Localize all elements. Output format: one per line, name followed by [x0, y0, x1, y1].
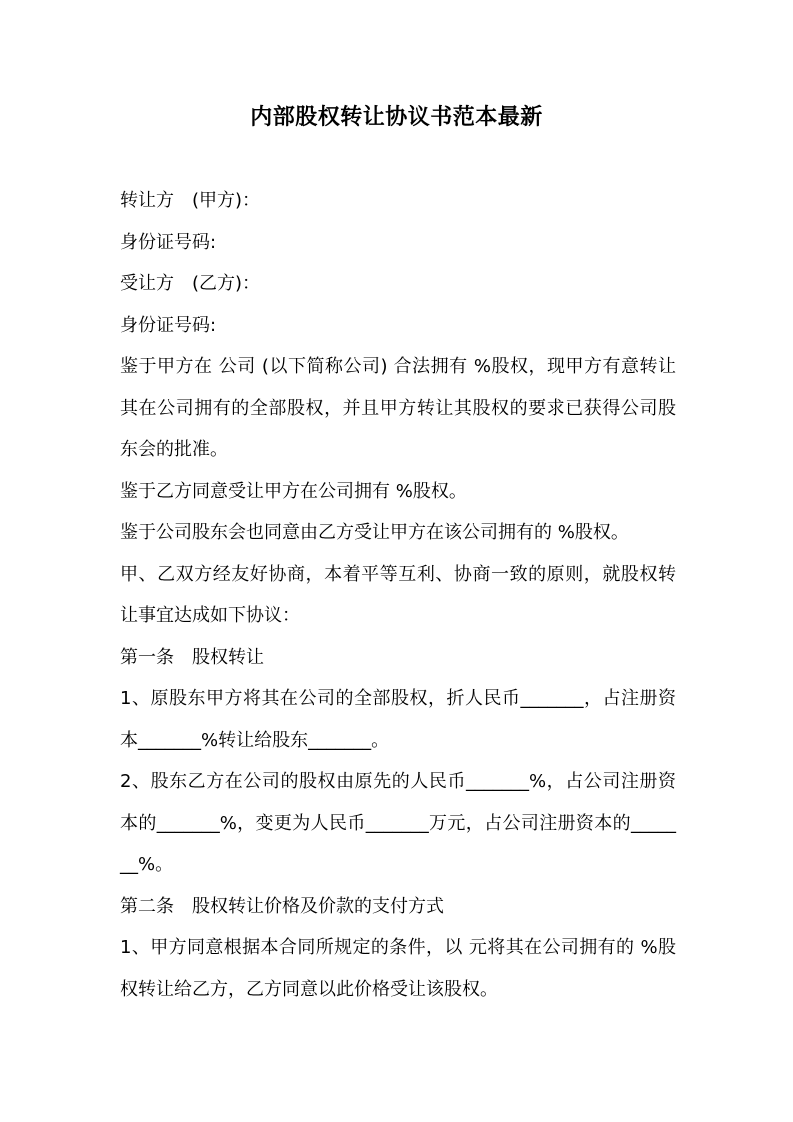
agreement-intro-paragraph: 甲、乙双方经友好协商，本着平等互利、协商一致的原则，就股权转让事宜达成如下协议： [120, 563, 676, 626]
recital-paragraph-2: 鉴于乙方同意受让甲方在公司拥有 %股权。 [120, 480, 467, 502]
transferee-line: 受让方 (乙方)： [120, 273, 261, 294]
transferor-line: 转让方 (甲方)： [120, 190, 261, 211]
transferor-id-line: 身份证号码: [120, 231, 217, 253]
recital-paragraph-3: 鉴于公司股东会也同意由乙方受让甲方在该公司拥有的 %股权。 [120, 522, 629, 543]
document-title: 内部股权转让协议书范本最新 [250, 105, 543, 130]
article-1-clause-2: 2、股东乙方在公司的股权由原先的人民币_______%，占公司注册资本的_______%，变更为人民币_______万元，占公司注册资本的_______%。 [120, 771, 676, 875]
article-2-clause-1: 1、甲方同意根据本合同所规定的条件，以 元将其在公司拥有的 %股权转让给乙方，乙方同意以此价格受让该股权。 [120, 937, 676, 1000]
document-body [120, 180, 676, 1010]
article-2-heading: 第二条 股权转让价格及价款的支付方式 [120, 895, 444, 917]
article-1-heading: 第一条 股权转让 [120, 646, 264, 668]
article-1-clause-1: 1、原股东甲方将其在公司的全部股权，折人民币_______，占注册资本_______%转让给股东_______。 [120, 688, 676, 751]
transferee-id-line: 身份证号码: [120, 314, 217, 336]
recital-paragraph-1: 鉴于甲方在 公司 (以下简称公司) 合法拥有 %股权，现甲方有意转让其在公司拥有的全部股权，并且甲方转让其股权的要求已获得公司股东会的批准。 [120, 356, 676, 460]
